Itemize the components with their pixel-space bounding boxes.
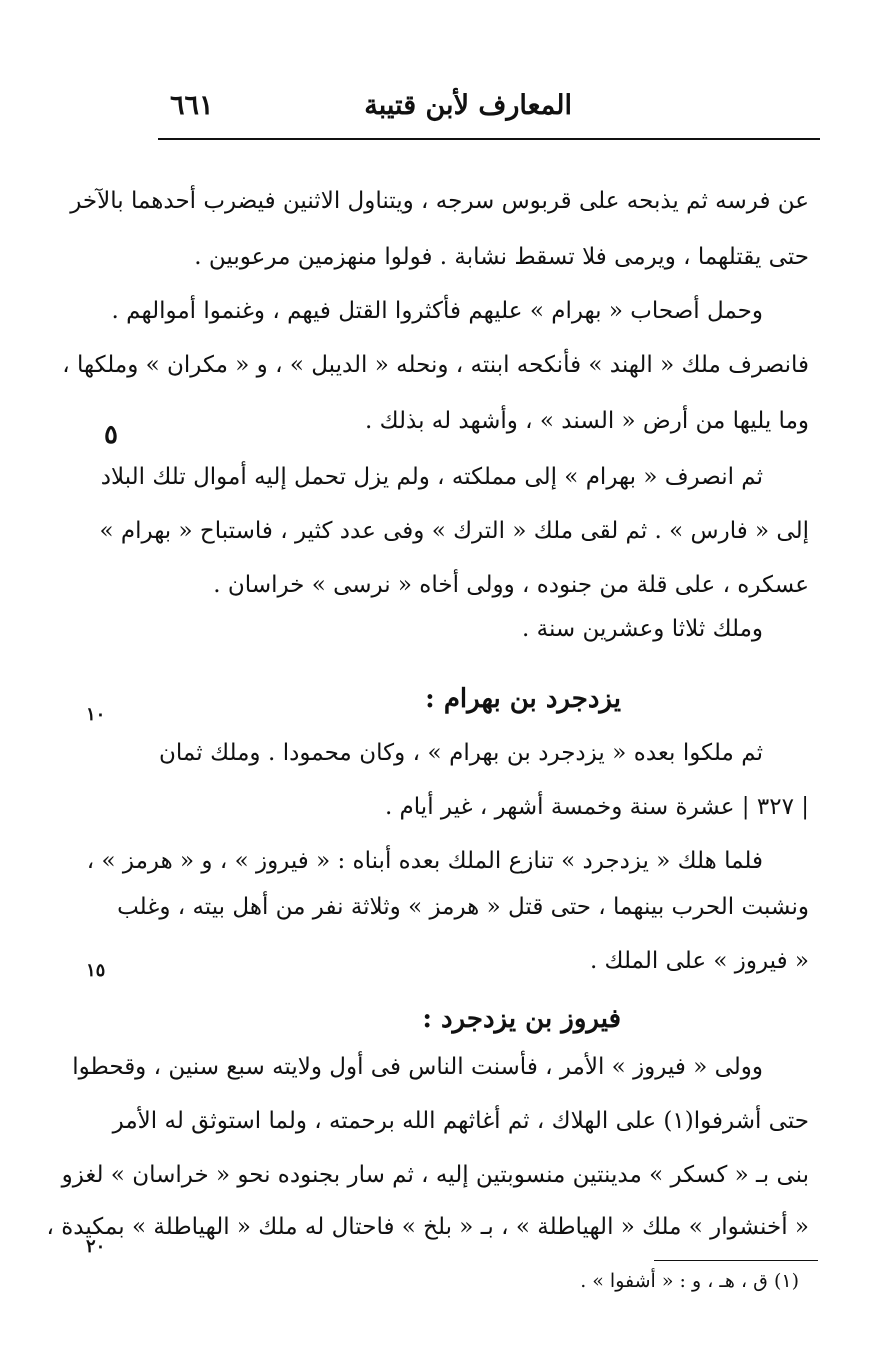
margin-line-number: ١٥ xyxy=(86,960,106,981)
section-heading: فيروز بن يزدجرد : xyxy=(422,1004,621,1034)
text-line: ثم انصرف « بهرام » إلى مملكته ، ولم يزل تحمل إليه أموال تلك البلاد xyxy=(100,464,763,490)
text-line: بنى بـ « كسكر » مدينتين منسوبتين إليه ، ثم سار بجنوده نحو « خراسان » لغزو xyxy=(61,1162,809,1188)
text-line: ونشبت الحرب بينهما ، حتى قتل « هرمز » وثلاثة نفر من أهل بيته ، وغلب xyxy=(117,894,809,920)
margin-line-number: ٢٠ xyxy=(86,1236,106,1257)
text-line: ثم ملكوا بعده « يزدجرد بن بهرام » ، وكان محمودا . وملك ثمان xyxy=(159,740,763,766)
section-heading: يزدجرد بن بهرام : xyxy=(425,684,621,714)
text-line: | ٣٢٧ | عشرة سنة وخمسة أشهر ، غير أيام . xyxy=(384,794,809,820)
text-line: « أخنشوار » ملك « الهياطلة » ، بـ « بلخ » فاحتال له ملك « الهياطلة » بمكيدة ، xyxy=(46,1214,809,1240)
text-line: فانصرف ملك « الهند » فأنكحه ابنته ، ونحله « الديبل » ، و « مكران » وملكها ، xyxy=(62,352,809,378)
text-line: فلما هلك « يزدجرد » تنازع الملك بعده أبناه : « فيروز » ، و « هرمز » ، xyxy=(86,848,763,874)
text-line: عسكره ، على قلة من جنوده ، وولى أخاه « نرسى » خراسان . xyxy=(213,572,809,598)
page-header xyxy=(158,88,820,134)
page-number: ٦٦١ xyxy=(170,90,214,121)
margin-line-marker: ٥ xyxy=(104,420,118,450)
text-line: عن فرسه ثم يذبحه على قربوس سرجه ، ويتناول الاثنين فيضرب أحدهما بالآخر xyxy=(70,188,809,214)
text-line: حتى أشرفوا(١) على الهلاك ، ثم أغاثهم الله برحمته ، ولما استوثق له الأمر xyxy=(112,1108,809,1134)
text-line: وملك ثلاثا وعشرين سنة . xyxy=(521,616,763,642)
header-rule xyxy=(158,138,820,140)
footnote-rule xyxy=(654,1260,818,1261)
text-line: وما يليها من أرض « السند » ، وأشهد له بذلك . xyxy=(364,408,809,434)
text-line: وولى « فيروز » الأمر ، فأسنت الناس فى أول ولايته سبع سنين ، وقحطوا xyxy=(72,1054,763,1080)
text-line: حتى يقتلهما ، ويرمى فلا تسقط نشابة . فولوا منهزمين مرعوبين . xyxy=(194,244,809,270)
footnote: (١) ق ، هـ ، و : « أشفوا » . xyxy=(580,1270,799,1292)
text-line: « فيروز » على الملك . xyxy=(589,948,809,974)
text-line: إلى « فارس » . ثم لقى ملك « الترك » وفى عدد كثير ، فاستباح « بهرام » xyxy=(99,518,809,544)
margin-line-number: ١٠ xyxy=(86,704,106,725)
running-title: المعارف لأبن قتيبة xyxy=(364,90,572,121)
text-line: وحمل أصحاب « بهرام » عليهم فأكثروا القتل فيهم ، وغنموا أموالهم . xyxy=(111,298,763,324)
